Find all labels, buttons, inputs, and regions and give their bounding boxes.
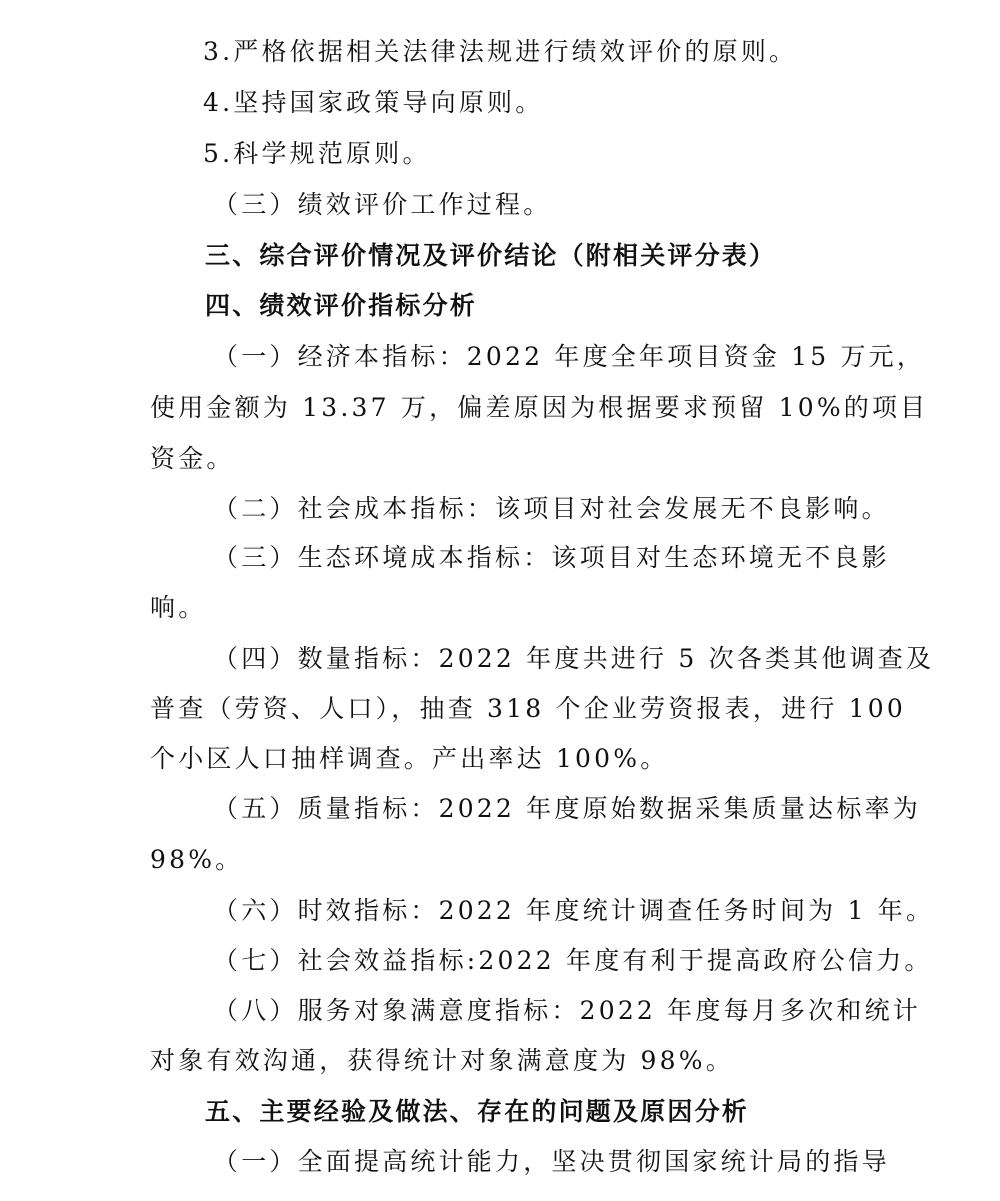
- ecology-cost-indicator-line-1: （三）生态环境成本指标：该项目对生态环境无不良影: [213, 543, 890, 572]
- quantity-indicator-line-3: 个小区人口抽样调查。产出率达 100%。: [150, 744, 669, 773]
- principle-item-5: 5.科学规范原则。: [203, 139, 431, 168]
- quantity-indicator-line-2: 普查（劳资、人口），抽查 318 个企业劳资报表，进行 100: [150, 694, 906, 723]
- ecology-cost-indicator-line-2: 响。: [150, 593, 207, 622]
- economic-indicator-line-3: 资金。: [150, 444, 235, 473]
- section-heading-5: 五、主要经验及做法、存在的问题及原因分析: [205, 1097, 750, 1126]
- satisfaction-indicator-line-1: （八）服务对象满意度指标：2022 年度每月多次和统计: [213, 996, 921, 1025]
- quality-indicator-line-1: （五）质量指标：2022 年度原始数据采集质量达标率为: [213, 794, 921, 823]
- satisfaction-indicator-line-2: 对象有效沟通，获得统计对象满意度为 98%。: [150, 1046, 734, 1075]
- social-benefit-indicator: （七）社会效益指标:2022 年度有利于提高政府公信力。: [213, 946, 933, 975]
- principle-item-3: 3.严格依据相关法律法规进行绩效评价的原则。: [203, 37, 798, 66]
- social-cost-indicator: （二）社会成本指标：该项目对社会发展无不良影响。: [213, 494, 890, 523]
- subsection-evaluation-process: （三）绩效评价工作过程。: [213, 190, 552, 219]
- economic-indicator-line-2: 使用金额为 13.37 万，偏差原因为根据要求预留 10%的项目: [150, 393, 929, 422]
- section-heading-3: 三、综合评价情况及评价结论（附相关评分表）: [205, 241, 777, 270]
- principle-item-4: 4.坚持国家政策导向原则。: [203, 88, 544, 117]
- timeliness-indicator: （六）时效指标：2022 年度统计调查任务时间为 1 年。: [213, 896, 935, 925]
- quality-indicator-line-2: 98%。: [150, 845, 244, 874]
- economic-indicator-line-1: （一）经济本指标：2022 年度全年项目资金 15 万元，: [213, 342, 926, 371]
- experience-item-1: （一）全面提高统计能力，坚决贯彻国家统计局的指导: [213, 1147, 890, 1176]
- section-heading-4: 四、绩效评价指标分析: [205, 291, 478, 320]
- quantity-indicator-line-1: （四）数量指标：2022 年度共进行 5 次各类其他调查及: [213, 644, 935, 673]
